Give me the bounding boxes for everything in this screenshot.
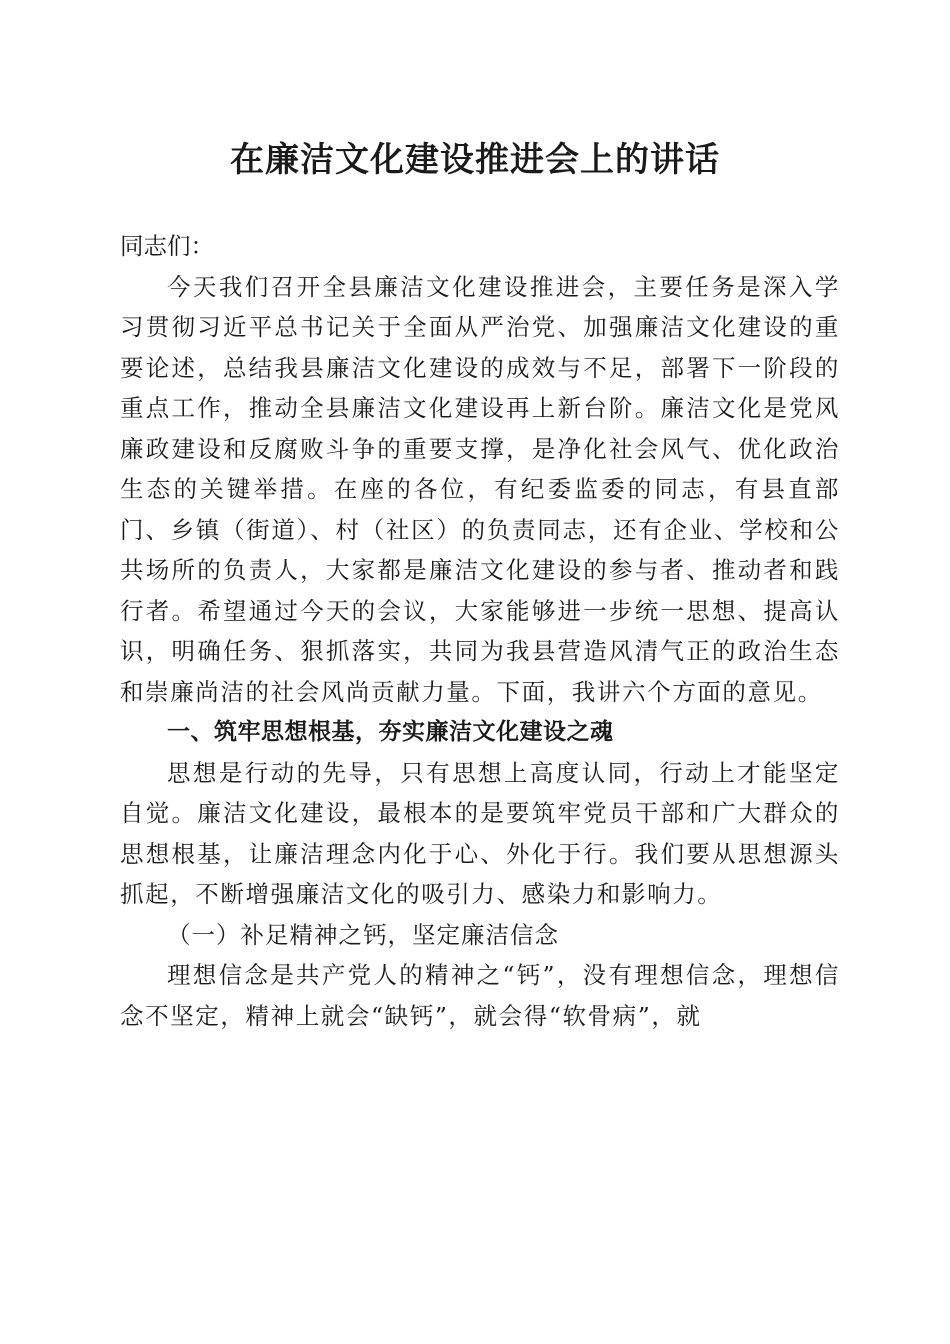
intro-paragraph: 今天我们召开全县廉洁文化建设推进会，主要任务是深入学习贯彻习近平总书记关于全面从严治党、加强廉洁文化建设的重要论述，总结我县廉洁文化建设的成效与不足，部署下一阶段的重点工作，推动全县廉洁文化建设再上新台阶。廉洁文化是党风廉政建设和反腐败斗争的重要支撑，是净化社会风气、优化政治生态的关键举措。在座的各位，有纪委监委的同志，有县直部门、乡镇（街道）、村（社区）的负责同志，还有企业、学校和公共场所的负责人，大家都是廉洁文化建设的参与者、推动者和践行者。希望通过今天的会议，大家能够进一步统一思想、提高认识，明确任务、狠抓落实，共同为我县营造风清气正的政治生态和崇廉尚洁的社会风尚贡献力量。下面，我讲六个方面的意见。 — [120, 272, 840, 706]
section-heading-1: 一、筑牢思想根基，夯实廉洁文化建设之魂 — [167, 719, 614, 745]
subsection-paragraph-1: 理想信念是共产党人的精神之“钙”，没有理想信念，理想信念不坚定，精神上就会“缺钙”，就会得“软骨病”，就 — [120, 961, 840, 1030]
subsection-heading-1: （一）补足精神之钙，坚定廉洁信念 — [167, 920, 559, 949]
document-title: 在廉洁文化建设推进会上的讲话 — [230, 140, 720, 180]
salutation: 同志们： — [120, 232, 214, 260]
section-paragraph-1: 思想是行动的先导，只有思想上高度认同，行动上才能坚定自觉。廉洁文化建设，最根本的是要筑牢党员干部和广大群众的思想根基，让廉洁理念内化于心、外化于行。我们要从思想源头抓起，不断增强廉洁文化的吸引力、感染力和影响力。 — [120, 758, 840, 908]
document-body — [120, 226, 840, 1036]
